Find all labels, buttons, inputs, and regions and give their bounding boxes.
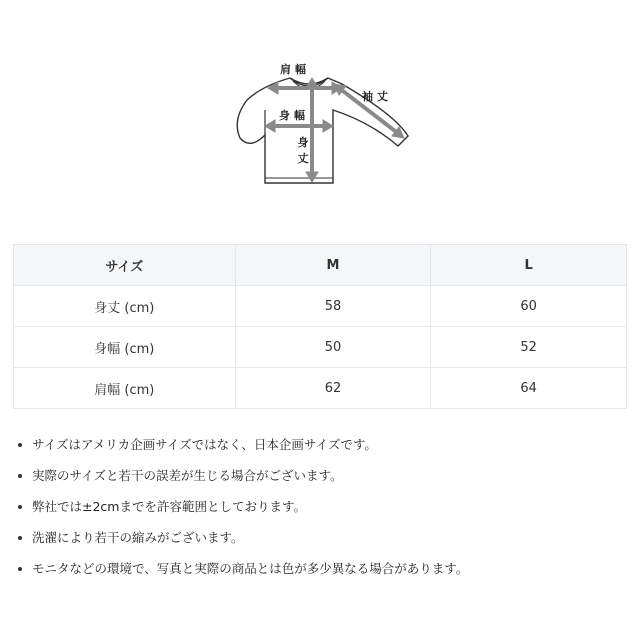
- list-item: [18, 432, 618, 463]
- list-item: [18, 494, 618, 525]
- bullet-icon: [18, 536, 22, 540]
- measurement-diagram: [0, 0, 640, 200]
- table-cell: 58: [235, 286, 431, 327]
- note-text: モニタなどの環境で、写真と実際の商品とは色が多少異なる場合があります。: [32, 561, 469, 576]
- bullet-icon: [18, 505, 22, 509]
- list-item: [18, 463, 618, 494]
- list-item: [18, 525, 618, 556]
- table-cell: 52: [431, 327, 627, 368]
- table-row: [14, 368, 627, 409]
- note-text: 弊社では±2cmまでを許容範囲としております。: [32, 499, 306, 514]
- notes-list: [18, 432, 618, 587]
- table-row: [14, 327, 627, 368]
- table-row: [14, 286, 627, 327]
- table-header-cell: サイズ: [14, 245, 236, 286]
- bullet-icon: [18, 567, 22, 571]
- table-cell: 62: [235, 368, 431, 409]
- note-text: 洗濯により若干の縮みがございます。: [32, 530, 244, 545]
- table-cell: 60: [431, 286, 627, 327]
- sleeve-length-label: 袖丈: [362, 90, 392, 103]
- table-header-cell: L: [431, 245, 627, 286]
- note-text: 実際のサイズと若干の誤差が生じる場合がございます。: [32, 468, 343, 483]
- bullet-icon: [18, 443, 22, 447]
- table-cell: 64: [431, 368, 627, 409]
- bullet-icon: [18, 474, 22, 478]
- table-cell: 50: [235, 327, 431, 368]
- table-header-row: [14, 245, 627, 286]
- row-label: 肩幅 (cm): [14, 368, 236, 409]
- row-label: 身丈 (cm): [14, 286, 236, 327]
- table-header-cell: M: [235, 245, 431, 286]
- shoulder-width-label: 肩幅: [280, 63, 310, 76]
- row-label: 身幅 (cm): [14, 327, 236, 368]
- shirt-illustration: [0, 0, 640, 200]
- size-table: [13, 244, 627, 409]
- body-length-label: 身 丈: [297, 136, 309, 165]
- body-width-label: 身幅: [279, 109, 309, 122]
- note-text: サイズはアメリカ企画サイズではなく、日本企画サイズです。: [32, 437, 377, 452]
- list-item: [18, 556, 618, 587]
